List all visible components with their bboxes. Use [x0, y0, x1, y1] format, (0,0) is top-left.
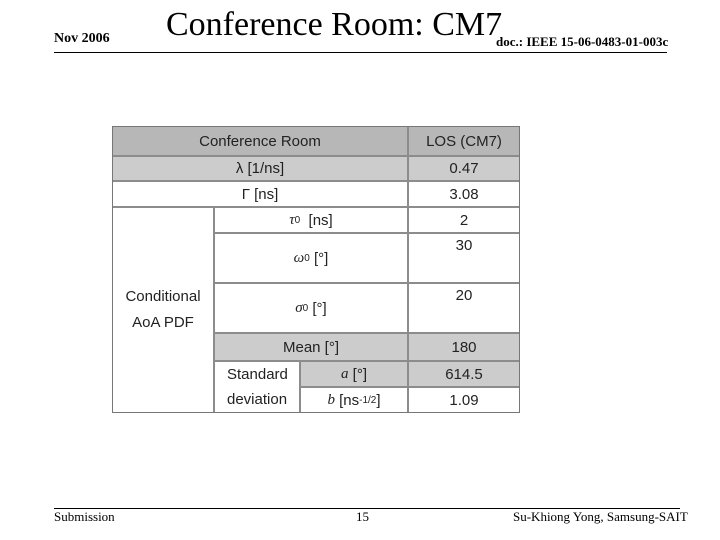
grid-line	[407, 127, 409, 412]
omega-unit: [°]	[313, 249, 329, 267]
row-sigma0-label	[215, 284, 407, 332]
row-gamma-label: Γ [ns]	[241, 185, 279, 203]
row-tau0-value: 2	[459, 211, 469, 229]
row-std-b-label	[301, 388, 407, 412]
header-rule	[54, 52, 667, 53]
a-unit: [°]	[352, 365, 367, 383]
grid-line	[213, 206, 215, 412]
row-omega0-value: 30	[455, 237, 473, 254]
sigma-symbol: σ	[295, 299, 303, 316]
grid-line	[213, 332, 519, 334]
conditional-aoa-pdf-label	[113, 208, 213, 412]
row-lambda-label: λ [1/ns]	[113, 157, 407, 180]
row-omega0-label	[215, 234, 407, 282]
row-mean-label: Mean [°]	[215, 334, 407, 360]
tau-symbol: τ	[289, 211, 295, 228]
grid-line	[213, 232, 519, 234]
parameter-table	[112, 126, 520, 413]
tau-unit: [ns]	[308, 211, 333, 229]
b-unit: [ns	[339, 391, 360, 409]
a-symbol: a	[340, 365, 349, 382]
sigma-unit: [°]	[312, 299, 327, 317]
b-symbol: b	[327, 391, 335, 408]
footer-author: Su-Khiong Yong, Samsung-SAIT	[513, 509, 688, 524]
header-date: Nov 2006	[54, 31, 110, 46]
std-label-line2: deviation	[227, 390, 288, 408]
row-mean-value: 180	[409, 334, 519, 360]
omega-subscript: 0	[304, 252, 310, 264]
row-std-a-label	[301, 362, 407, 386]
row-std-b-value: 1.09	[449, 391, 479, 409]
row-lambda-value: 0.47	[409, 157, 519, 180]
grid-line	[113, 206, 519, 208]
std-label-line1: Standard	[227, 365, 288, 383]
row-sigma0-value: 20	[455, 287, 473, 304]
grid-line	[113, 155, 519, 157]
grid-line	[213, 282, 519, 284]
group-label-line1: Conditional	[125, 288, 201, 305]
omega-symbol: ω	[293, 249, 305, 266]
row-gamma-value: 3.08	[449, 185, 479, 203]
table-header-los: LOS (CM7)	[409, 127, 519, 155]
tau-subscript: 0	[294, 214, 301, 226]
footer-submission: Submission	[54, 509, 115, 524]
b-exponent: -1/2	[359, 394, 377, 406]
slide-title: Conference Room: CM7	[166, 6, 503, 43]
grid-line	[299, 386, 519, 388]
table-header-room: Conference Room	[113, 127, 407, 155]
row-tau0-label	[215, 208, 407, 232]
grid-line	[113, 180, 519, 182]
b-close: ]	[376, 391, 381, 409]
group-label-line2: AoA PDF	[132, 314, 194, 331]
document-id: doc.: IEEE 15-06-0483-01-003c	[496, 34, 669, 49]
row-std-a-value: 614.5	[409, 362, 519, 386]
sigma-subscript: 0	[302, 302, 309, 314]
page-number: 15	[356, 509, 369, 524]
grid-line	[213, 360, 519, 362]
